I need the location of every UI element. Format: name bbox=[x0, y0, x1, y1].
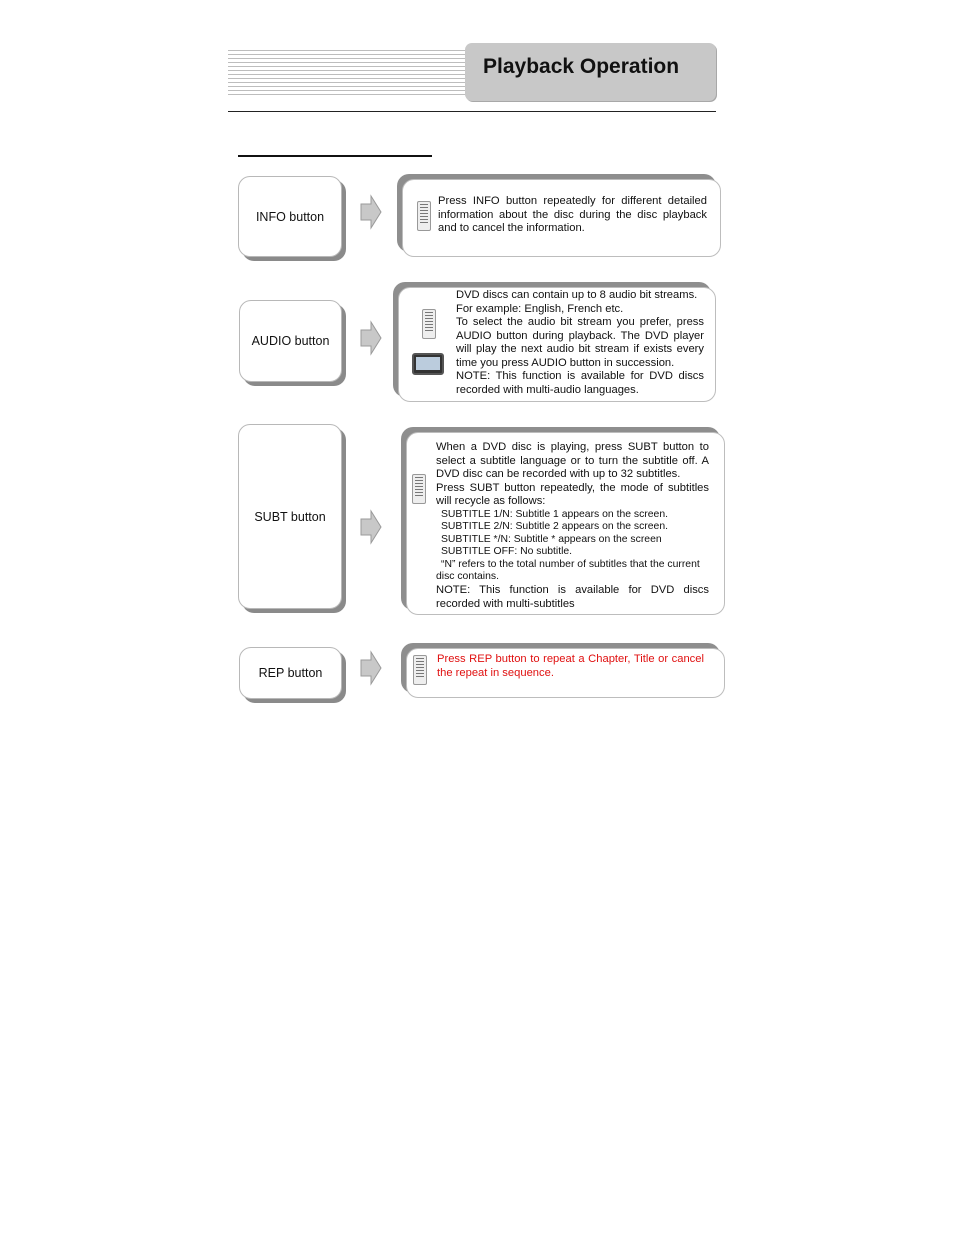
header-rule bbox=[228, 111, 716, 112]
subt-mode-line: SUBTITLE 2/N: Subtitle 2 appears on the screen. bbox=[441, 521, 668, 533]
subt-description bbox=[436, 441, 709, 611]
subt-mode-line: SUBTITLE 1/N: Subtitle 1 appears on the screen. bbox=[441, 508, 668, 520]
audio-button-label-box bbox=[239, 300, 342, 382]
arrow-right-icon bbox=[360, 320, 382, 356]
subt-description-line: NOTE: This function is available for DVD discs recorded with multi-subtitles bbox=[436, 584, 709, 610]
subt-button-label: SUBT button bbox=[254, 509, 326, 524]
arrow-right-icon bbox=[360, 650, 382, 686]
audio-description-line: For example: English, French etc. bbox=[456, 302, 624, 315]
header-decorative-lines bbox=[228, 50, 466, 96]
info-description-text: Press INFO button repeatedly for different detailed information about the disc during the disc playback and to cancel the information. bbox=[438, 195, 707, 234]
rep-button-label-box bbox=[239, 647, 342, 699]
remote-control-icon bbox=[412, 474, 426, 504]
audio-description-line: NOTE: This function is available for DVD discs recorded with multi-audio languages. bbox=[456, 370, 704, 396]
arrow-right-icon bbox=[360, 509, 382, 545]
audio-button-label: AUDIO button bbox=[251, 334, 330, 348]
audio-description-line: DVD discs can contain up to 8 audio bit streams. bbox=[456, 289, 698, 301]
info-button-label: INFO button bbox=[255, 209, 325, 224]
tv-screen-icon bbox=[412, 353, 444, 375]
section-heading-rule bbox=[238, 155, 432, 157]
subt-description-line: Press SUBT button repeatedly, the mode of subtitles will recycle as follows: bbox=[436, 481, 709, 507]
audio-description bbox=[456, 289, 704, 397]
info-description bbox=[438, 195, 707, 236]
info-button-label-box bbox=[238, 176, 342, 257]
subt-button-label-box bbox=[238, 424, 342, 609]
rep-description-text: Press REP button to repeat a Chapter, Title or cancel the repeat in sequence. bbox=[437, 653, 704, 679]
audio-description-line: To select the audio bit stream you prefer, press AUDIO button during playback. The DVD player will play the next audio bit stream if exists every time you press AUDIO button in succession. bbox=[456, 316, 704, 369]
subt-description-line: When a DVD disc is playing, press SUBT button to select a subtitle language or to turn the subtitle off. A DVD disc can be recorded with up to 32 subtitles. bbox=[436, 441, 709, 480]
page-title: Playback Operation bbox=[483, 55, 680, 78]
rep-description bbox=[437, 653, 704, 680]
subt-note-n: “N” refers to the total number of subtitles that the current disc contains. bbox=[436, 558, 700, 583]
remote-control-icon bbox=[417, 201, 431, 231]
remote-control-icon bbox=[422, 309, 436, 339]
rep-button-label: REP button bbox=[258, 666, 323, 680]
arrow-right-icon bbox=[360, 194, 382, 230]
remote-control-icon bbox=[413, 655, 427, 685]
subt-mode-line: SUBTITLE */N: Subtitle * appears on the screen bbox=[441, 533, 662, 545]
subt-mode-line: SUBTITLE OFF: No subtitle. bbox=[441, 546, 573, 558]
